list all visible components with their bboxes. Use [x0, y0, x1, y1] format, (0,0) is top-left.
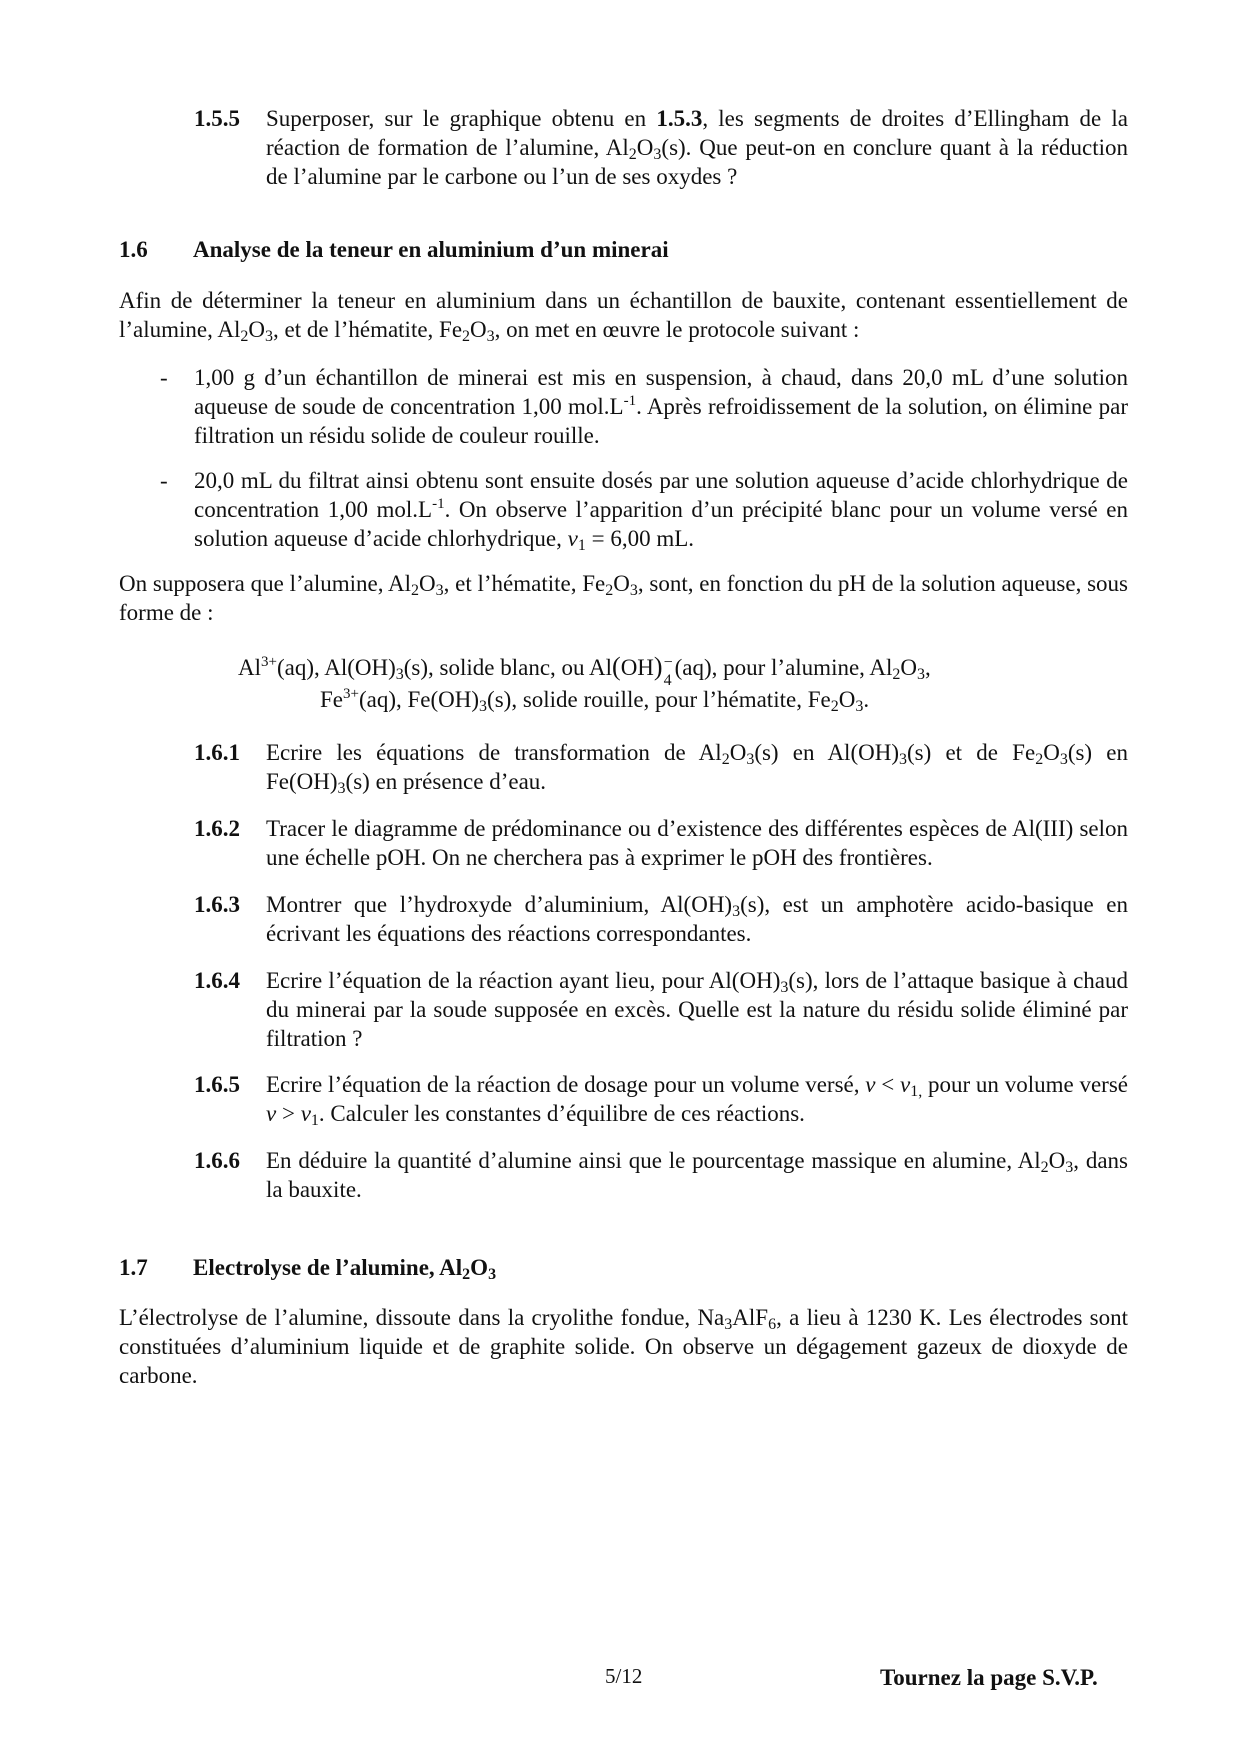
- page-number: 5/12: [605, 1664, 643, 1688]
- intro-paragraph: Afin de déterminer la teneur en aluminium dans un échantillon de bauxite, contenant essentiellement de l’alumine, $Al_2O_3$, et de l’hématite, $Fe_2O_3$, on met en œuvre le protocole suivant :: [119, 288, 1128, 345]
- question-1-6-5: 1.6.5 Ecrire l’équation de la réaction de dosage pour un volume versé, $v < v_{1,}$ pour un volume versé $v > v_1$. Calculer les constantes d’équilibre de ces réactions.: [194, 1072, 1128, 1129]
- question-1-5-5: [194, 104, 1128, 191]
- question-1-6-1: 1.6.1 Ecrire les équations de transformation de $Al_2O_3(s)$ en $Al(OH)_3(s)$ et de $Fe_2O_3(s)$ en $Fe(OH)_3(s)$ en présence d’eau.: [194, 740, 1128, 797]
- aluminium-species-line: $Al^{3+}(aq)$, $Al(OH)_3(s)$, solide blanc, ou Al(OH) − 4 (aq), pour l’alumine, $Al_2O_3$,: [238, 652, 931, 689]
- protocol-step-2: - 20,0 mL du filtrat ainsi obtenu sont ensuite dosés par une solution aqueuse d’acide chlorhydrique de concentration 1,00 $mol.L^{-1}$. On observe l’apparition d’un précipité blanc pour un volume versé en solution aqueuse d’acide chlorhydrique, $v_1 = 6,00$ mL.: [160, 468, 1128, 554]
- question-1-6-6: 1.6.6 En déduire la quantité d’alumine ainsi que le pourcentage massique en alumine, $Al_2O_3$, dans la bauxite.: [194, 1148, 1128, 1202]
- electrolysis-paragraph: L’électrolyse de l’alumine, dissoute dans la cryolithe fondue, $Na_3AlF_6$, a lieu à 1230 K. Les électrodes sont constituées d’aluminium liquide et de graphite solide. On observe un dégagement gazeux de dioxyde de carbone.: [119, 1305, 1128, 1388]
- question-1-6-4: 1.6.4 Ecrire l’équation de la réaction ayant lieu, pour $Al(OH)_3(s)$, lors de l’attaque basique à chaud du minerai par la soude supposée en excès. Quelle est la nature du résidu solide éliminé par filtration ?: [194, 968, 1128, 1051]
- turn-page-note: Tournez la page S.V.P.: [880, 1665, 1098, 1690]
- protocol-step-1: - 1,00 g d’un échantillon de minerai est mis en suspension, à chaud, dans 20,0 mL d’une solution aqueuse de soude de concentration 1,00 $mol.L^{-1}$. Après refroidissement de la solution, on élimine par filtration un résidu solide de couleur rouille.: [160, 365, 1129, 448]
- question-1-6-3: 1.6.3 Montrer que l’hydroxyde d’aluminium, $Al(OH)_3(s)$, est un amphotère acido-basique en écrivant les équations des réactions correspondantes.: [194, 892, 1128, 946]
- question-1-6-2: 1.6.2 Tracer le diagramme de prédominance ou d’existence des différentes espèces de Al(III) selon une échelle pOH. On ne cherchera pas à exprimer le pOH des frontières.: [194, 816, 1128, 870]
- question-number: 1.5.5: [194, 106, 240, 131]
- species-intro-paragraph: On supposera que l’alumine, $Al_2O_3$, et l’hématite, $Fe_2O_3$, sont, en fonction du pH de la solution aqueuse, sous forme de :: [119, 571, 1128, 625]
- section-heading-1-6: 1.6 Analyse de la teneur en aluminium d’un minerai: [119, 237, 669, 262]
- iron-species-line: $Fe^{3+}(aq)$, $Fe(OH)_3(s)$, solide rouille, pour l’hématite, $Fe_2O_3$.: [320, 686, 870, 715]
- question-text: Superposer, sur le graphique obtenu en 1.5.3, les segments de droites d’Ellingham de la réaction de formation de l’alumine, $Al_2O_3(s)$. Que peut-on en conclure quant à la réduction de l’alumine par le carbone ou l’un de ses oxydes ?: [266, 106, 1129, 189]
- section-heading-1-7: 1.7 Electrolyse de l’alumine, $Al_2O_3$: [119, 1255, 497, 1283]
